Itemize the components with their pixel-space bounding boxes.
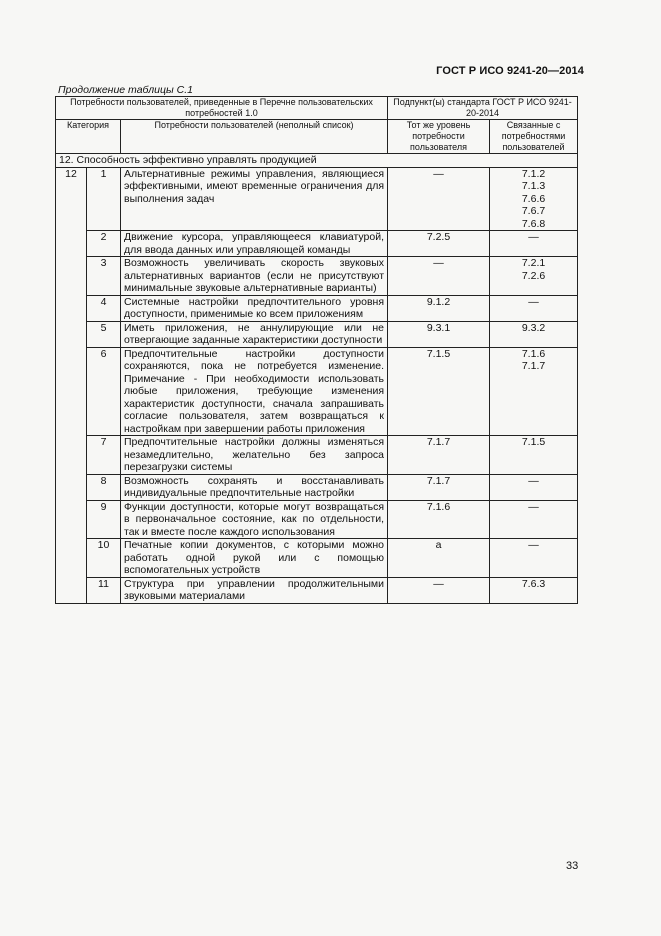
row-number: 11 (87, 577, 121, 603)
table-row (56, 347, 578, 436)
related-clauses (490, 295, 578, 321)
user-need: Движение курсора, управляющееся клавиатурой, для ввода данных или управляющей команды (121, 231, 388, 257)
same-level-clause: 7.1.5 (388, 347, 490, 436)
row-number: 2 (87, 231, 121, 257)
user-need: Предпочтительные настройки должны изменяться незамедлительно, желательно без запроса перезагрузки системы (121, 436, 388, 475)
related-clauses (490, 500, 578, 539)
user-need: Возможность увеличивать скорость звуковых альтернативных вариантов (если не присутствуют минимальные звуковые альтернативные варианты) (121, 257, 388, 296)
same-level-clause: а (388, 539, 490, 578)
related-clauses (490, 231, 578, 257)
related-clause: 7.1.5 (521, 436, 546, 448)
related-clauses (490, 436, 578, 475)
header-standard-group: Подпункт(ы) стандарта ГОСТ Р ИСО 9241-20-2014 (388, 97, 578, 120)
row-number: 1 (87, 167, 121, 231)
related-clauses (490, 167, 578, 231)
row-number: 8 (87, 474, 121, 500)
related-clauses (490, 577, 578, 603)
row-number: 10 (87, 539, 121, 578)
header-category: Категория (56, 120, 121, 154)
related-clause: 7.1.6 (521, 347, 546, 360)
related-clause: 7.6.7 (521, 205, 546, 217)
table-row (56, 436, 578, 475)
related-clauses (490, 257, 578, 296)
related-clause: 7.6.3 (521, 577, 546, 590)
user-need: Альтернативные режимы управления, являющиеся эффективными, имеют временные ограничения для выполнения задач (121, 167, 388, 231)
row-number: 7 (87, 436, 121, 475)
table-row (56, 257, 578, 296)
category-number: 12 (56, 167, 87, 603)
user-need: Иметь приложения, не аннулирующие или не отвергающие заданные характеристики доступности (121, 321, 388, 347)
related-clause: 7.1.2 (521, 167, 546, 180)
related-clause: — (528, 539, 539, 551)
same-level-clause: 7.2.5 (388, 231, 490, 257)
same-level-clause: 7.1.7 (388, 474, 490, 500)
same-level-clause: 9.3.1 (388, 321, 490, 347)
page-number: 33 (566, 860, 579, 872)
related-clause: 7.2.1 (521, 257, 546, 269)
related-clause: — (528, 474, 539, 487)
related-clause: 7.1.7 (521, 360, 546, 372)
row-number: 5 (87, 321, 121, 347)
user-need: Структура при управлении продолжительными звуковыми материалами (121, 577, 388, 603)
related-clause: — (528, 500, 539, 513)
related-clauses (490, 347, 578, 436)
requirements-table (55, 96, 578, 604)
row-number: 3 (87, 257, 121, 296)
header-needs-group: Потребности пользователей, приведенные в Перечне пользовательских потребностей 1.0 (56, 97, 388, 120)
same-level-clause: — (388, 167, 490, 231)
header-same-level: Тот же уровень потребности пользователя (388, 120, 490, 154)
section-title: 12. Способность эффективно управлять продукцией (56, 154, 578, 168)
same-level-clause: — (388, 257, 490, 296)
same-level-clause: 7.1.6 (388, 500, 490, 539)
user-need: Системные настройки предпочтительного уровня доступности, применимые ко всем приложениям (121, 295, 388, 321)
user-need: Печатные копии документов, с которыми можно работать одной рукой или с помощью вспомогательных устройств (121, 539, 388, 578)
related-clauses (490, 539, 578, 578)
related-clause: 7.1.3 (521, 180, 546, 192)
document-code: ГОСТ Р ИСО 9241-20—2014 (436, 65, 584, 77)
related-clause: — (528, 295, 539, 308)
row-number: 6 (87, 347, 121, 436)
related-clause: — (528, 231, 539, 243)
same-level-clause: 9.1.2 (388, 295, 490, 321)
table-row (56, 539, 578, 578)
header-needs: Потребности пользователей (неполный список) (121, 120, 388, 154)
related-clauses (490, 321, 578, 347)
related-clause: 7.6.6 (521, 192, 546, 205)
row-number: 4 (87, 295, 121, 321)
same-level-clause: 7.1.7 (388, 436, 490, 475)
table-row (56, 500, 578, 539)
related-clause: 7.2.6 (521, 269, 546, 282)
table-row (56, 231, 578, 257)
table-row (56, 295, 578, 321)
related-clauses (490, 474, 578, 500)
user-need: Предпочтительные настройки доступности сохраняются, пока не потребуется изменение. Примечание - При необходимости использовать любые приложения, требующие изменения характеристик доступности, сначала запрашивать согласие пользователя, затем возвращаться к настройкам при завершении работы приложения (121, 347, 388, 436)
same-level-clause: — (388, 577, 490, 603)
table-row (56, 577, 578, 603)
table-row (56, 321, 578, 347)
user-need: Возможность сохранять и восстанавливать индивидуальные предпочтительные настройки (121, 474, 388, 500)
table-caption: Продолжение таблицы С.1 (58, 84, 193, 96)
related-clause: 7.6.8 (521, 217, 546, 230)
table-row (56, 167, 578, 231)
header-related: Связанные с потребностями пользователей (490, 120, 578, 154)
related-clause: 9.3.2 (521, 321, 546, 334)
row-number: 9 (87, 500, 121, 539)
user-need: Функции доступности, которые могут возвращаться в первоначальное состояние, как по отдельности, так и вместе после каждого использования (121, 500, 388, 539)
table-row (56, 474, 578, 500)
